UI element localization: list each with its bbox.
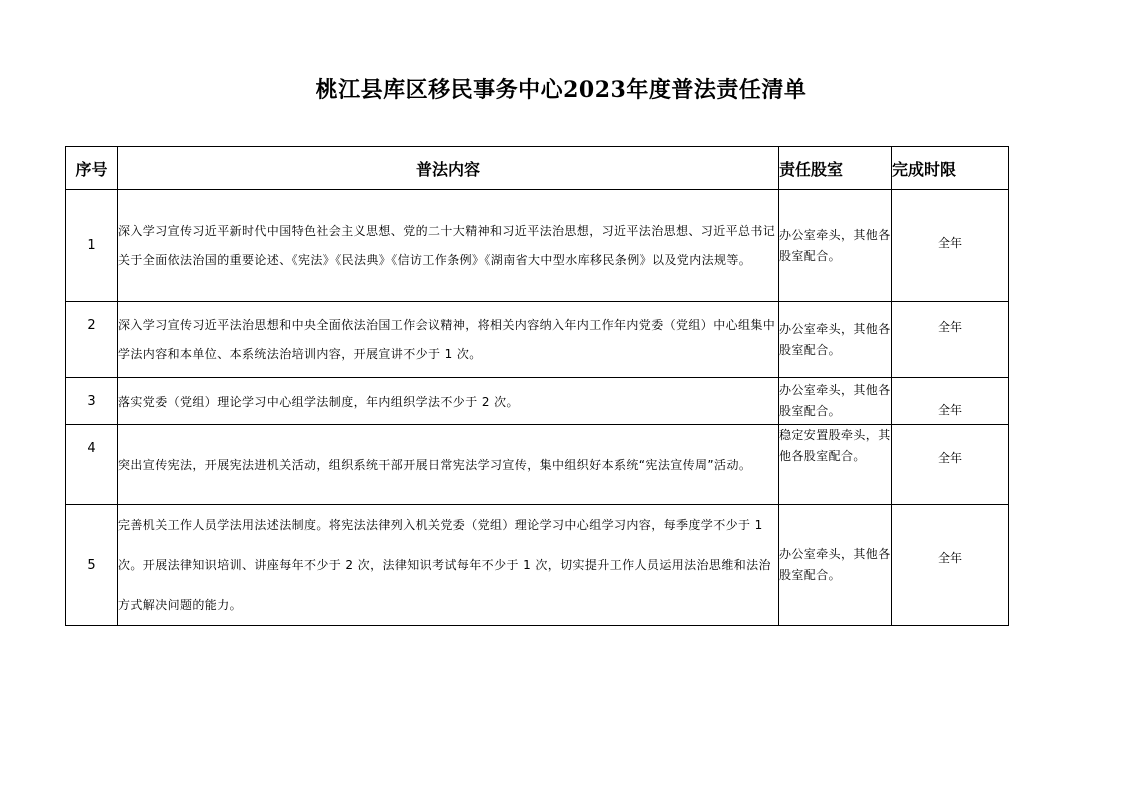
row-seq: 1 xyxy=(66,190,118,302)
row-dept: 稳定安置股牵头，其他各股室配合。 xyxy=(779,425,892,505)
row-dept: 办公室牵头，其他各股室配合。 xyxy=(779,505,892,626)
table-row xyxy=(66,190,1009,302)
row-content: 完善机关工作人员学法用法述法制度。将宪法法律列入机关党委（党组）理论学习中心组学习内容，每季度学不少于 1 次。开展法律知识培训、讲座每年不少于 2 次，法律知识考试每年不少于 1 次，切实提升工作人员运用法治思维和法治方式解决问题的能力。 xyxy=(118,505,779,626)
table-row xyxy=(66,505,1009,626)
table-row xyxy=(66,378,1009,425)
row-dept: 办公室牵头，其他各股室配合。 xyxy=(779,190,892,302)
page-title: 桃江县库区移民事务中心2023年度普法责任清单 xyxy=(315,77,807,103)
row-time: 全年 xyxy=(892,190,1009,302)
table-header-row xyxy=(66,147,1009,190)
row-time: 全年 xyxy=(892,505,1009,626)
row-seq: 4 xyxy=(66,425,118,505)
row-time: 全年 xyxy=(892,378,1009,425)
header-time: 完成时限 xyxy=(892,147,1009,190)
header-dept: 责任股室 xyxy=(779,147,892,190)
row-content: 深入学习宣传习近平法治思想和中央全面依法治国工作会议精神，将相关内容纳入年内工作年内党委（党组）中心组集中学法内容和本单位、本系统法治培训内容，开展宣讲不少于 1 次。 xyxy=(118,302,779,378)
row-seq: 3 xyxy=(66,378,118,425)
row-time: 全年 xyxy=(892,425,1009,505)
row-dept: 办公室牵头，其他各股室配合。 xyxy=(779,302,892,378)
row-time: 全年 xyxy=(892,302,1009,378)
row-dept: 办公室牵头，其他各股室配合。 xyxy=(779,378,892,425)
row-seq: 2 xyxy=(66,302,118,378)
table-row xyxy=(66,425,1009,505)
table-row xyxy=(66,302,1009,378)
row-content: 落实党委（党组）理论学习中心组学法制度，年内组织学法不少于 2 次。 xyxy=(118,378,779,425)
header-content: 普法内容 xyxy=(118,147,779,190)
row-content: 深入学习宣传习近平新时代中国特色社会主义思想、党的二十大精神和习近平法治思想，习近平法治思想、习近平总书记关于全面依法治国的重要论述、《宪法》《民法典》《信访工作条例》《湖南省大中型水库移民条例》以及党内法规等。 xyxy=(118,190,779,302)
responsibility-table xyxy=(65,146,1009,626)
header-seq: 序号 xyxy=(66,147,118,190)
row-content: 突出宣传宪法，开展宪法进机关活动，组织系统干部开展日常宪法学习宣传，集中组织好本系统“宪法宣传周”活动。 xyxy=(118,425,779,505)
row-seq: 5 xyxy=(66,505,118,626)
